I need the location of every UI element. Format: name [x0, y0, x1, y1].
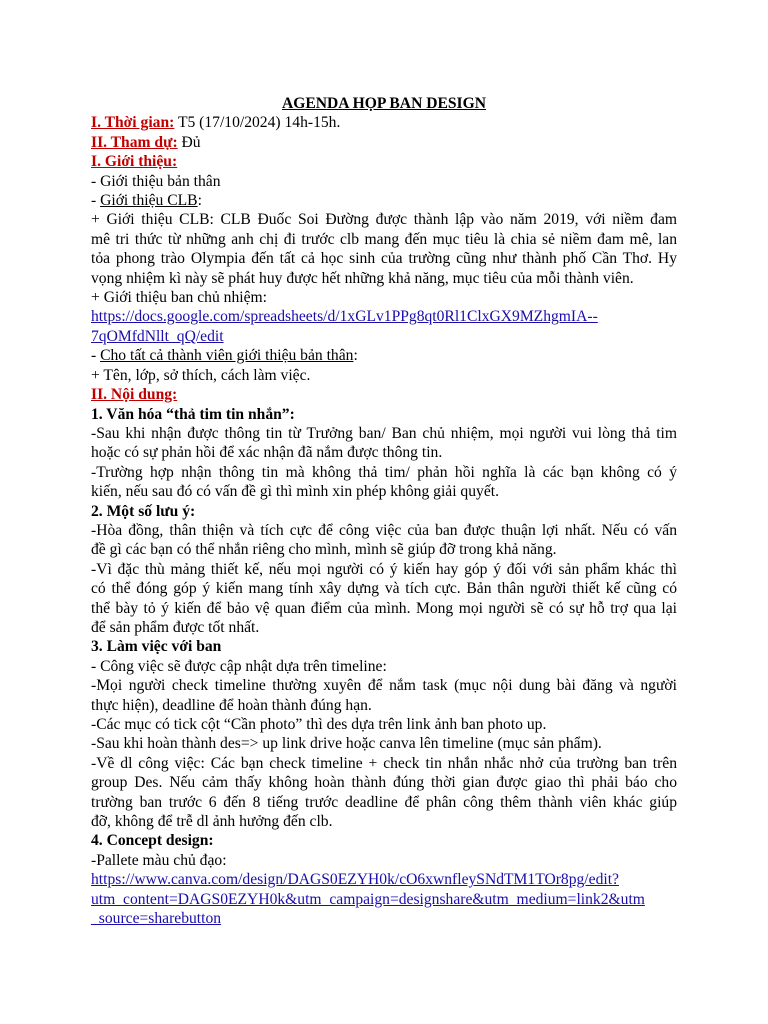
section-3-line: - Công việc sẽ được cập nhật dựa trên timeline:	[91, 657, 387, 675]
sheet-link-line[interactable]: https://docs.google.com/spreadsheets/d/1xGLv1PPg8qt0Rl1ClxGX9MZhgmIA--	[91, 308, 598, 326]
section-3-line: trường ban trước 6 đến 8 tiếng trước deadline để phân công thêm thành viên khác giúp	[91, 793, 677, 811]
section-2-line: đề gì các bạn có thể nhắn riêng cho mình, mình sẽ giúp đỡ trong khả năng.	[91, 541, 557, 559]
intro-club-suffix: :	[197, 192, 202, 210]
time-row	[91, 113, 677, 132]
section-1-title: 1. Văn hóa “thả tim tin nhắn”:	[91, 405, 295, 423]
section-3-line: -Sau khi hoàn thành des=> up link drive hoặc canva lên timeline (mục sản phẩm).	[91, 735, 602, 753]
club-desc-line: mê tri thức từ những anh chị đi trước clb mang đến mục tiêu là chia sẻ niềm đam mê, lan	[91, 230, 677, 248]
section-4-palette: -Pallete màu chủ đạo:	[91, 851, 227, 869]
time-label: I. Thời gian:	[91, 114, 175, 132]
intro-members-suffix: :	[353, 347, 358, 365]
sheet-link[interactable]	[91, 307, 677, 346]
intro-self: - Giới thiệu bản thân	[91, 172, 221, 190]
intro-members-label: Cho tất cả thành viên giới thiệu bản thân	[100, 347, 354, 365]
intro-heading: I. Giới thiệu:	[91, 153, 178, 171]
section-1-line: hoặc có sự phản hồi để xác nhận đã nắm được thông tin.	[91, 444, 443, 462]
section-3-line: đỡ, không để trễ dl ảnh hưởng đến clb.	[91, 813, 333, 831]
section-3-line: thực hiện), deadline để hoàn thành đúng hạn.	[91, 696, 372, 714]
section-3-line: group Des. Nếu cảm thấy không hoàn thành đúng thời gian được giao thì phải báo cho	[91, 774, 677, 792]
section-2-line: để sản phẩm được tốt nhất.	[91, 618, 260, 636]
section-3-line: -Về dl công việc: Các bạn check timeline + check tin nhắn nhắc nhở của trường ban trên	[91, 754, 677, 772]
section-2-line: -Hòa đồng, thân thiện và tích cực để công việc của ban được thuận lợi nhất. Nếu có vấn	[91, 521, 677, 539]
canva-link-line[interactable]: utm_content=DAGS0EZYH0k&utm_campaign=designshare&utm_medium=link2&utm	[91, 890, 645, 908]
intro-members-detail: + Tên, lớp, sở thích, cách làm việc.	[91, 366, 311, 384]
intro-club-label: Giới thiệu CLB	[100, 192, 198, 210]
section-3-line: -Các mục có tick cột “Cần photo” thì des dựa trên link ảnh ban photo up.	[91, 716, 547, 733]
section-3-title: 3. Làm việc với ban	[91, 638, 222, 656]
section-1-line: -Trường hợp nhận thông tin mà không thả tim/ phản hồi nghĩa là các bạn không có ý	[91, 463, 677, 481]
section-3-line: -Mọi người check timeline thường xuyên để nắm task (mục nội dung bài đăng và người	[91, 677, 677, 695]
section-2-title: 2. Một số lưu ý:	[91, 502, 196, 520]
content-heading: II. Nội dung:	[91, 386, 178, 404]
club-description	[91, 210, 677, 288]
section-2-line: có thể đóng góp ý kiến mang tính xây dựng và tích cực. Bản thân người thiết kế cũng có	[91, 580, 677, 598]
sheet-link-line[interactable]: 7qOMfdNllt_qQ/edit	[91, 327, 224, 345]
page-title: AGENDA HỌP BAN DESIGN	[281, 95, 487, 112]
club-desc-line: vọng nhiệm kì này sẽ phát huy được hết những khả năng, mục tiêu của mỗi thành viên.	[91, 269, 634, 287]
intro-members-row	[91, 346, 677, 365]
intro-members-prefix: -	[91, 347, 101, 365]
intro-leader: + Giới thiệu ban chủ nhiệm:	[91, 289, 267, 307]
section-1-line: kiến, nếu sau đó có vấn đề gì thì mình xin phép không giải quyết.	[91, 483, 499, 501]
intro-club-prefix: -	[91, 192, 101, 210]
canva-link-line[interactable]: _source=sharebutton	[91, 910, 222, 928]
club-desc-line: + Giới thiệu CLB: CLB Đuốc Soi Đường được thành lập vào năm 2019, với niềm đam	[91, 211, 677, 229]
section-4-title: 4. Concept design:	[91, 832, 214, 850]
section-2-line: -Vì đặc thù mảng thiết kế, nếu mọi người có ý kiến hay góp ý đối với sản phẩm khác thì	[91, 560, 677, 578]
time-value: T5 (17/10/2024) 14h-15h.	[174, 114, 341, 132]
canva-link-line[interactable]: https://www.canva.com/design/DAGS0EZYH0k/cO6xwnfleySNdTM1TOr8pg/edit?	[91, 871, 619, 889]
intro-club-row	[91, 191, 677, 210]
section-1-line: -Sau khi nhận được thông tin từ Trưởng ban/ Ban chủ nhiệm, mọi người vui lòng thả tim	[91, 424, 677, 442]
canva-link[interactable]	[91, 870, 677, 928]
document-body	[91, 94, 677, 928]
section-2-line: thể bày tỏ ý kiến để bảo vệ quan điểm của mình. Mong mọi người sẽ có sự hỗ trợ qua lại	[91, 599, 677, 617]
club-desc-line: tỏa phong trào Olympia đến tất cả học sinh của trường cũng như thành phố Cần Thơ. Hy	[91, 250, 677, 268]
attend-value: Đủ	[177, 133, 201, 151]
attend-row	[91, 133, 677, 152]
attend-label: II. Tham dự:	[91, 133, 178, 151]
